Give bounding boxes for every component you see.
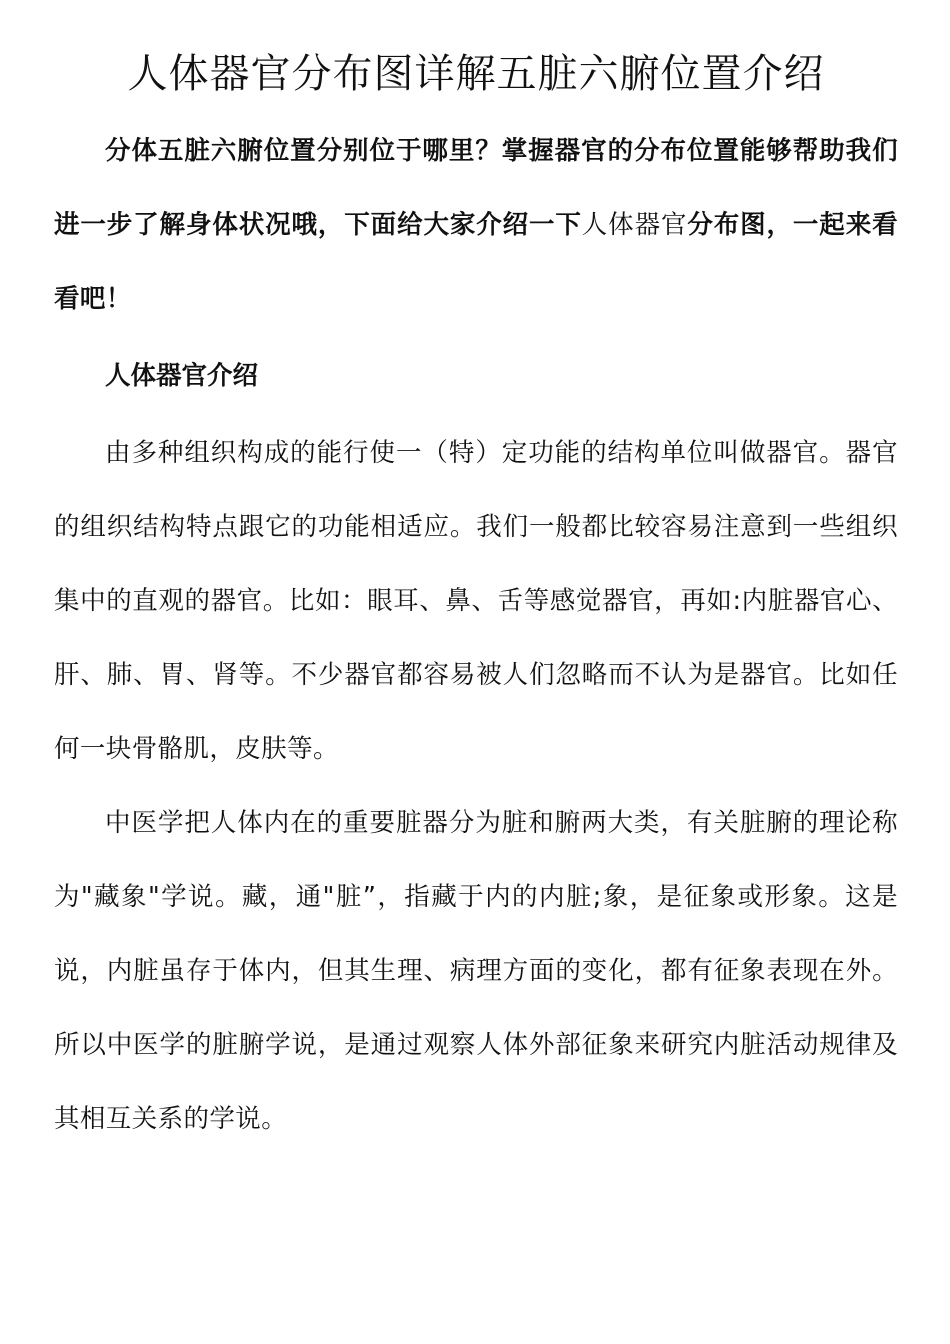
section-heading: 人体器官介绍 [105,361,259,391]
intro-text-bold: 分体五脏六腑位置分别位于哪里？掌握器官的分布位置能够帮助我们进一步了解身体状况哦，下面给大家介绍一下 [54,136,898,240]
body-paragraph-tcm: 中医学把人体内在的重要脏器分为脏和腑两大类，有关脏腑的理论称为"藏象"学说。藏，通"脏”，指藏于内的内脏;象，是征象或形象。这是说，内脏虽存于体内，但其生理、病理方面的变化，都有征象表现在外。所以中医学的脏腑学说，是通过观察人体外部征象来研究内脏活动规律及其相互关系的学说。 [54,808,898,1134]
page-title: 人体器官分布图详解五脏六腑位置介绍 [127,51,825,97]
body-paragraph-organs: 由多种组织构成的能行使一（特）定功能的结构单位叫做器官。器官的组织结构特点跟它的功能相适应。我们一般都比较容易注意到一些组织集中的直观的器官。比如：眼耳、鼻、舌等感觉器官，再如:内脏器官心、肝、肺、胃、肾等。不少器官都容易被人们忽略而不认为是器官。比如任何一块骨骼肌，皮肤等。 [54,438,898,764]
intro-keyword: 人体器官 [581,210,688,240]
intro-paragraph [54,114,898,336]
intro-text-bold-end: 分布图，一起来看看吧！ [54,210,898,314]
